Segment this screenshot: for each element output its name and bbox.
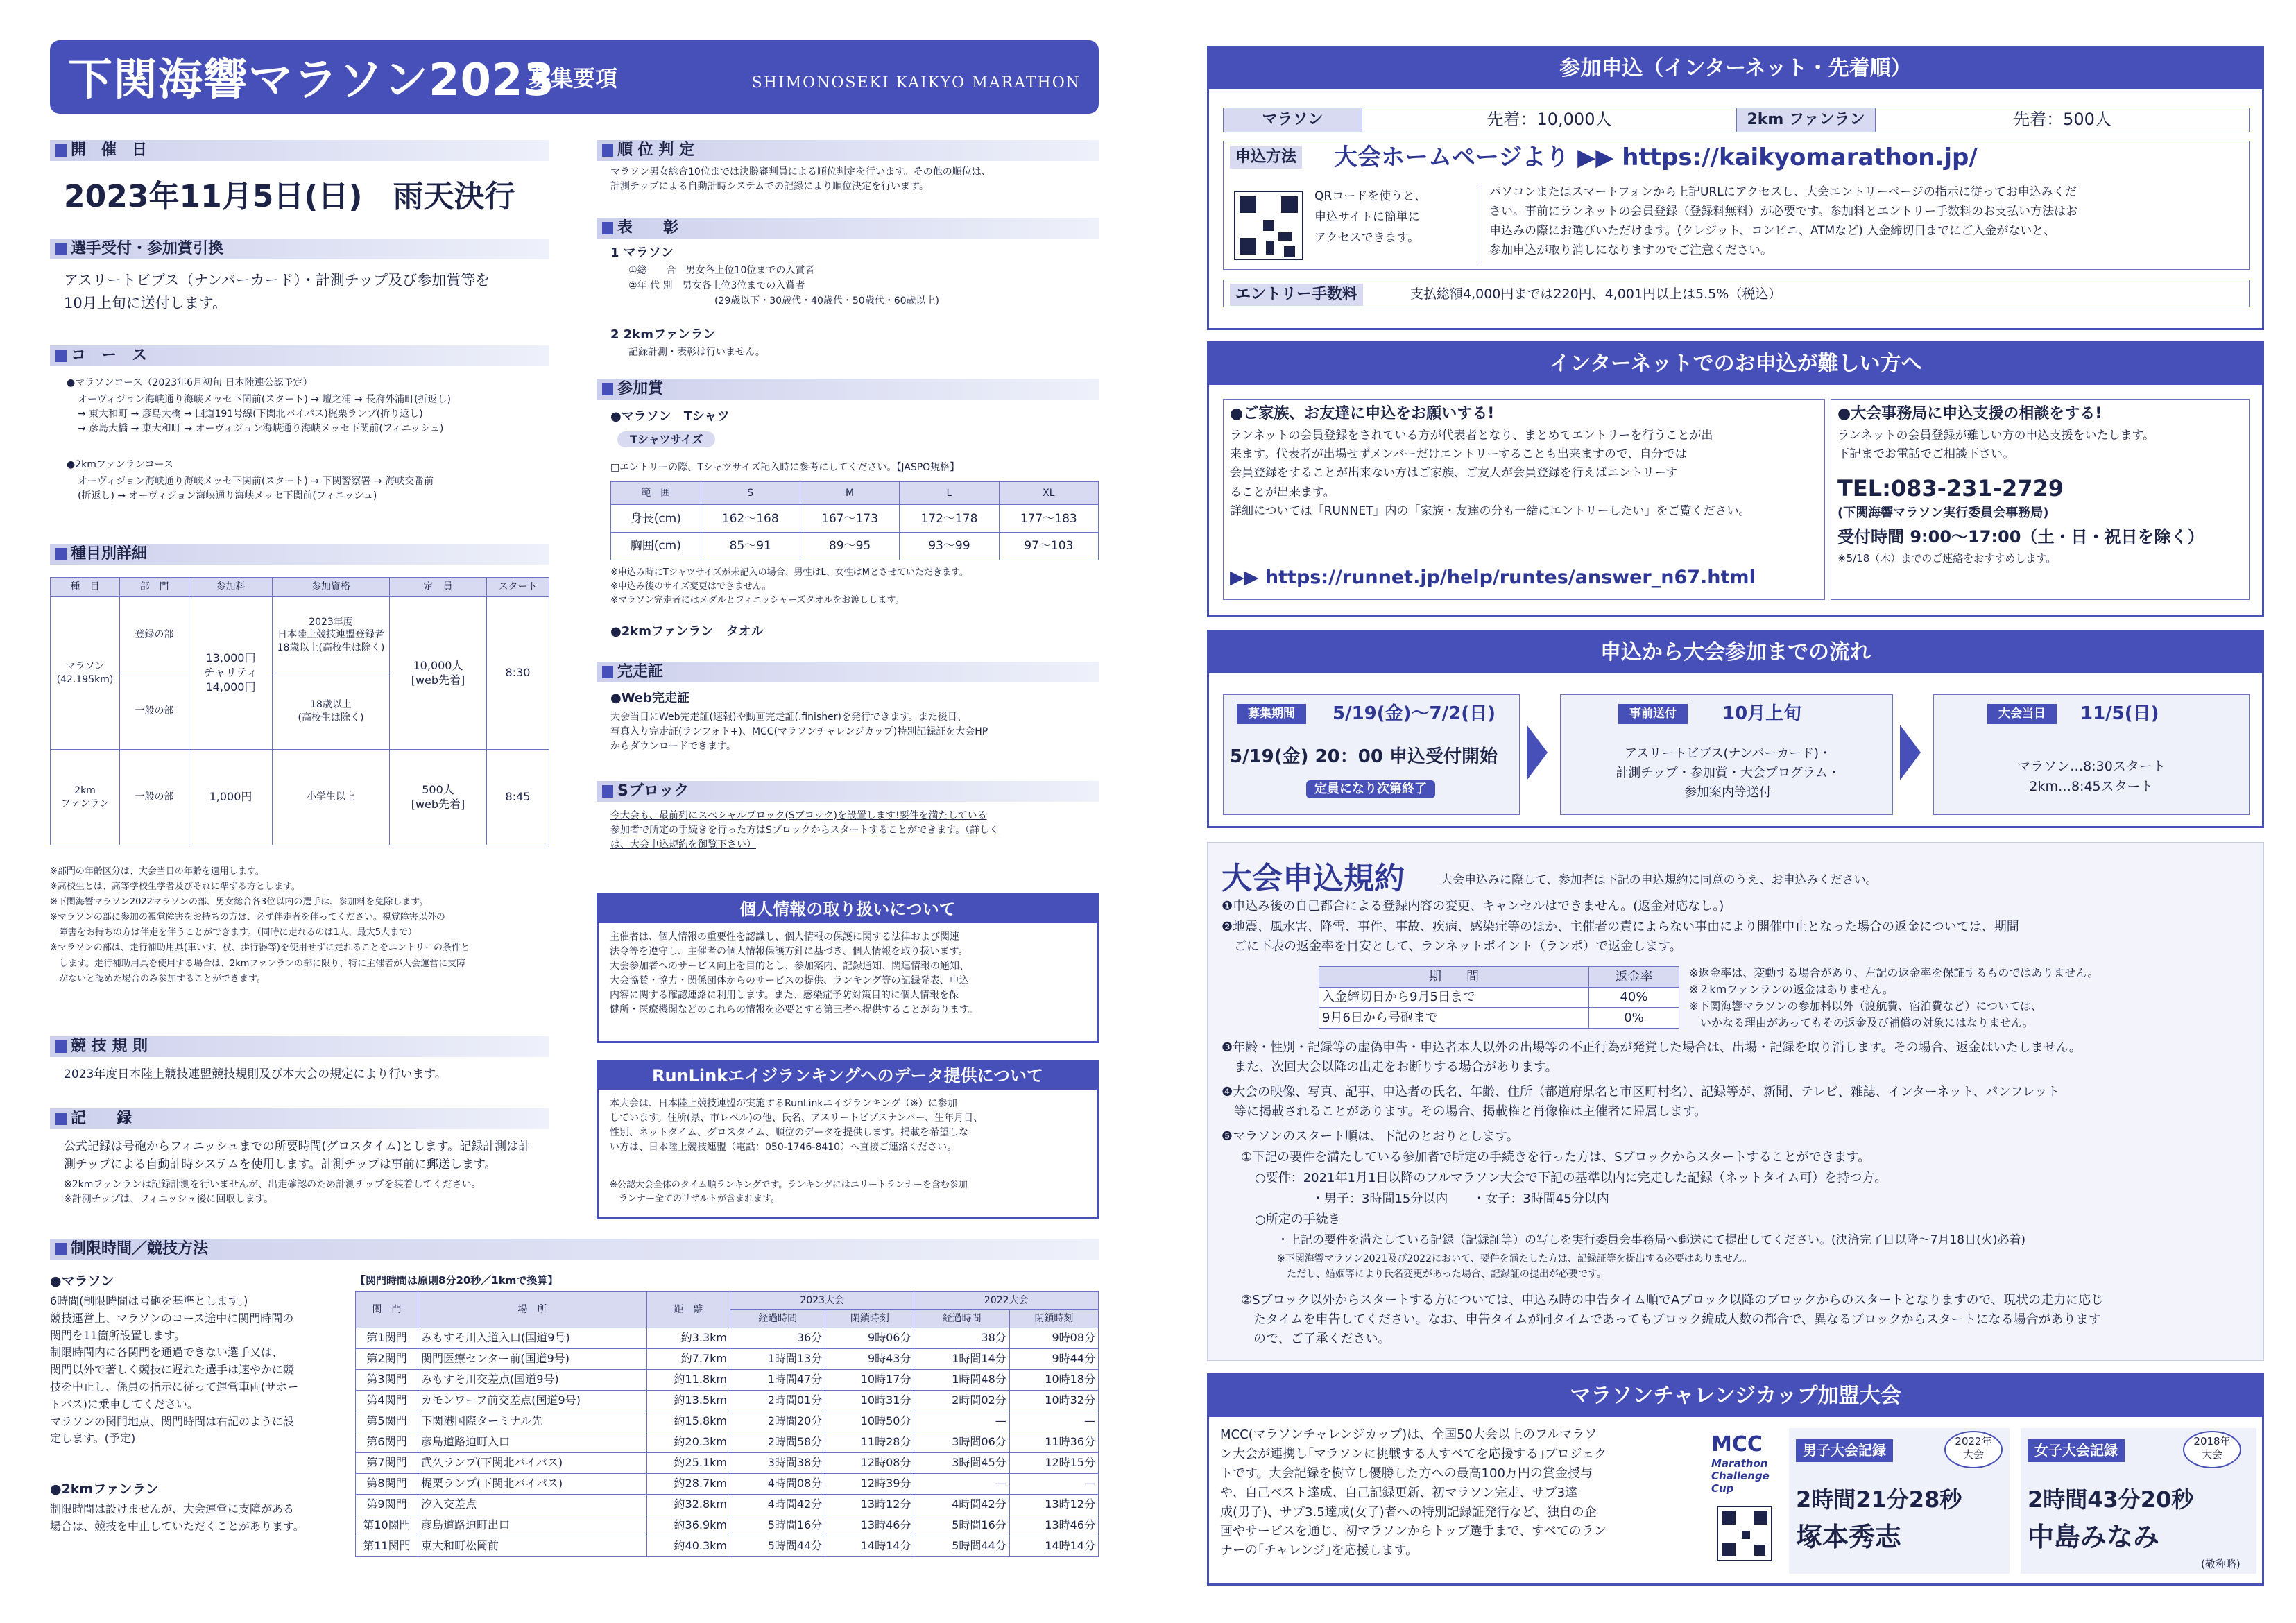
size-height-xl: 177〜183 [999, 505, 1098, 533]
gate-row [356, 1536, 1099, 1557]
gate-cell: 14時14分 [825, 1536, 914, 1557]
th-shumoku: 種 目 [51, 578, 120, 597]
gate-cell: 11時36分 [1009, 1432, 1098, 1453]
gate-row [356, 1453, 1099, 1474]
seigen-fun-title: ●2kmファンラン [50, 1482, 159, 1497]
english-title: SHIMONOSEKI KAIKYO MARATHON [751, 74, 1081, 92]
cell-teiin2: 500人 [web先着] [390, 750, 487, 845]
section-sankasho: 参加賞 [597, 379, 1099, 400]
difficult-heading: インターネットでのお申込が難しい方へ [1209, 343, 2262, 385]
gate-cell: 12時08分 [825, 1453, 914, 1474]
flow-heading: 申込から大会参加までの流れ [1209, 632, 2262, 673]
gate-cell: 第10関門 [356, 1515, 418, 1536]
title-bar [50, 40, 1099, 114]
kyogi-text: 2023年度日本陸上競技連盟競技規則及び本大会の規定により行います。 [64, 1067, 447, 1081]
kiroku-notes: ※2kmファンランは記録計測を行いませんが、出走確認のため計測チップを装着してください。 ※計測チップは、フィニッシュ後に回収します。 [64, 1179, 481, 1205]
male-record-year: 2022年 大会 [1944, 1431, 2003, 1468]
flow-step1-label: 募集期間 [1237, 704, 1306, 724]
gate-cell: — [1009, 1474, 1098, 1495]
refund-rate-1: 40% [1589, 987, 1679, 1008]
cell-ippan2: 一般の部 [120, 750, 189, 845]
method-label: 申込方法 [1230, 146, 1302, 169]
seigen-marathon-text: 6時間(制限時間は号砲を基準とします。) 競技運営上、マラソンのコース途中に関門時間の 関門を11箇所設置します。 制限時間内に各関門を通過できない選手又は、 関門以外で著しく競技に遅れた選手は速やかに競 技を中止し、係員の指示に従って運営車両(サポー トバス)に乗車してください。 マラソンの関門地点、関門時間は右記のように設 定します。(予定) [50, 1294, 299, 1445]
female-record-label: 女子大会記録 [2028, 1439, 2125, 1462]
size-chest-s: 85〜91 [701, 533, 800, 560]
cell-start1: 8:30 [487, 597, 549, 750]
gate-cell: 約25.1km [647, 1453, 730, 1474]
cell-marathon: マラソン (42.195km) [51, 597, 120, 750]
gate-cell: 第1関門 [356, 1328, 418, 1349]
gate-cell: 36分 [730, 1328, 825, 1349]
male-record-label: 男子大会記録 [1796, 1439, 1893, 1462]
qr-text: QRコードを使うと、 申込サイトに簡単に アクセスできます。 [1314, 189, 1427, 245]
section-shumoku: 種目別詳細 [50, 544, 549, 565]
pc-text: パソコンまたはスマートフォンから上記URLにアクセスし、大会エントリーページの指示に従ってお申込みくだ さい。事前にランネットの会員登録（登録料無料）が必要です。参加料とエントリー手数料のお支払い方法はお 申込みの際にお選びいただけます。(クレジット、コンビニ、ATMなど) 入金締切日までにご入金がないと、 参加申込が取り消しになりますのでご注意ください。 [1489, 185, 2078, 258]
cell-shikaku2: 18歳以上 (高校生は除く) [273, 673, 390, 750]
mcc-box [1207, 1373, 2264, 1586]
size-th-m: M [800, 482, 899, 505]
gate-table [355, 1291, 1099, 1557]
gate-cell: 約3.3km [647, 1328, 730, 1349]
flow-step1-main: 5/19(金) 20：00 申込受付開始 [1230, 746, 1498, 767]
gate-cell: 第7関門 [356, 1453, 418, 1474]
tshirt-size-table [610, 481, 1099, 560]
refund-notes: ※返金率は、変動する場合があり、左記の返金率を保証するものではありません。 ※２kmファンランの返金はありません。 ※下関海響マラソンの参加料以外（渡航費、宿泊費など）については、 いかなる理由があってもその返金及び補償の対象にはなりません。 [1689, 966, 2099, 1029]
kiyaku-item5-5: ・上記の要件を満たしている記録（記録証等）の写しを実行委員会事務局へ郵送にて提出してください。(決済完了日以降〜7月18日(火)必着) [1277, 1233, 2025, 1247]
gate-cell: 5時間16分 [730, 1515, 825, 1536]
gate-cell: 10時31分 [825, 1391, 914, 1411]
male-record-time: 2時間21分28秒 [1796, 1486, 1962, 1513]
kojin-text: 主催者は、個人情報の重要性を認識し、個人情報の保護に関する法律および関連 法令等を遵守し、主催者の個人情報保護方針に基づき、個人情報を取り扱います。 大会参加者へのサービス向上を目的とし、参加案内、記録通知、関連情報の通知、 大会協賛・協力・関係団体からのサービスの提供、ランキング等の記録発表、申込 内容に関する確認連絡に利用します。また、感染症予防対策目的に個人情報を保 健所・医療機関などのこれらの情報を必要とする第三者へ提供することがあります。 [610, 931, 978, 1015]
tel-number[interactable]: TEL:083-231-2729 [1837, 475, 2064, 501]
gate-cell: 13時46分 [825, 1515, 914, 1536]
course-fun-route: オーヴィジョン海峡通り海峡メッセ下関前(スタート) → 下関警察署 → 海峡交番前 (折返し) → オーヴィジョン海峡通り海峡メッセ下関前(フィニッシュ) [78, 476, 434, 501]
gate-row [356, 1432, 1099, 1453]
section-kiroku: 記 録 [50, 1108, 549, 1129]
shumoku-notes: ※部門の年齢区分は、大会当日の年齢を適用します。 ※高校生とは、高等学校生学者及びそれに準ずる方とします。 ※下関海響マラソン2022マラソンの部、男女総合各3位以内の選手は、参加料を免除します。 ※マラソンの部に参加の視覚障害をお持ちの方は、必ず伴走者を伴ってください。視覚障害以外の 障害をお持ちの方は伴走を伴うことができます。（同時に走れるのは1人、最大5人まで） ※マラソンの部は、走行補助用具(車いす、杖、歩行器等)を使用せずに走れることをエントリーの条件と します。走行補助用具を使用する場合は、2kmファンランの部に限り、特に主催者が大会運営に支障 がないと認めた場合のみ参加することができます。 [50, 866, 470, 984]
seigen-marathon-title: ●マラソン [50, 1273, 114, 1289]
gate-cell: 約13.5km [647, 1391, 730, 1411]
gate-cell: 下関港国際ターミナル先 [418, 1411, 647, 1432]
method-link[interactable]: 大会ホームページより ▶▶ https://kaikyomarathon.jp/ [1334, 144, 1978, 171]
gate-cell: 第5関門 [356, 1411, 418, 1432]
gate-cell: 第11関門 [356, 1536, 418, 1557]
gate-cell: 約11.8km [647, 1370, 730, 1391]
difficult-left-title: ●ご家族、お友達に申込をお願いする! [1230, 405, 1495, 422]
size-th-range: 範 囲 [611, 482, 701, 505]
gate-row [356, 1328, 1099, 1349]
kiyaku-box [1207, 842, 2264, 1361]
gate-cell: — [914, 1474, 1009, 1495]
gate-cell: 3時間38分 [730, 1453, 825, 1474]
gate-cell: 4時間42分 [730, 1495, 825, 1515]
refund-th-period: 期 間 [1319, 967, 1589, 988]
fee-text: 支払総額4,000円までは220円、4,001円以上は5.5%（税込） [1410, 286, 1782, 302]
gate-row [356, 1474, 1099, 1495]
page-title: 下関海響マラソン2023 [68, 55, 556, 106]
gate-cell: 2時間58分 [730, 1432, 825, 1453]
kiyaku-item1: ❶申込み後の自己都合による登録内容の変更、キャンセルはできません。(返金対応なし。) [1222, 899, 1724, 913]
gate-cell: 9時44分 [1009, 1349, 1098, 1370]
hyosho-m2: ②年 代 別 男女各上位3位までの入賞者 [628, 280, 805, 291]
size-chest-label: 胸囲(cm) [611, 533, 701, 560]
cell-shikaku1: 2023年度 日本陸上競技連盟登録者 18歳以上(高校生は除く) [273, 597, 390, 673]
th-elapsed-2022: 経過時間 [914, 1310, 1009, 1328]
gate-row [356, 1349, 1099, 1370]
section-junni: 順 位 判 定 [597, 140, 1099, 161]
size-th-l: L [900, 482, 999, 505]
hours-note: ※5/18（木）までのご連絡をおすすめします。 [1837, 552, 2057, 565]
sankasho-marathon: ●マラソン Tシャツ [610, 409, 730, 424]
cell-ippan: 一般の部 [120, 673, 189, 750]
gate-row [356, 1515, 1099, 1536]
event-date: 2023年11月5日(日) 雨天決行 [64, 179, 515, 214]
flow-step2-text: アスリートビブス(ナンバーカード)・ 計測チップ・参加賞・大会プログラム・ 参加案内等送付 [1616, 746, 1840, 800]
refund-period-2: 9月6日から号砲まで [1319, 1008, 1589, 1029]
th-bumon: 部 門 [120, 578, 189, 597]
male-record-name: 塚本秀志 [1796, 1522, 1902, 1552]
gate-cell: 約15.8km [647, 1411, 730, 1432]
kiyaku-item5-3: ・男子：3時間15分以内 ・女子：3時間45分以内 [1312, 1192, 1609, 1206]
gate-cell: 10時18分 [1009, 1370, 1098, 1391]
th-2022: 2022大会 [914, 1292, 1099, 1310]
th-start: スタート [487, 578, 549, 597]
gate-cell: 第8関門 [356, 1474, 418, 1495]
female-record-year: 2018年 大会 [2183, 1431, 2241, 1468]
shumoku-table [50, 577, 549, 845]
gate-cell: 5時間44分 [730, 1536, 825, 1557]
size-height-m: 167〜173 [800, 505, 899, 533]
mcc-heading: マラソンチャレンジカップ加盟大会 [1209, 1375, 2262, 1417]
th-close-2023: 閉鎖時刻 [825, 1310, 914, 1328]
cell-start2: 8:45 [487, 750, 549, 845]
flow-step3-date: 11/5(日) [2080, 703, 2159, 724]
kiroku-text: 公式記録は号砲からフィニッシュまでの所要時間(グロスタイム)とします。記録計測は計 測チップによる自動計時システムを使用します。計測チップは事前に郵送します。 [64, 1140, 531, 1172]
gate-row [356, 1495, 1099, 1515]
flow-arrow-2-icon [1900, 725, 1921, 780]
sblock-text: 今大会も、最前列にスペシャルブロック(Sブロック)を設置します!要件を満たしている 参加者で所定の手続きを行った方はSブロックからスタートすることができます。（詳しく は、大会申込規約を御覧下さい） [610, 810, 1000, 850]
cell-fee2: 1,000円 [189, 750, 273, 845]
mcc-qr-icon [1717, 1506, 1772, 1561]
section-uketsuke: 選手受付・参加賞引換 [50, 239, 549, 259]
kiyaku-item5: ❺マラソンのスタート順は、下記のとおりとします。 [1222, 1129, 1519, 1144]
section-seigen: 制限時間／競技方法 [50, 1239, 1099, 1260]
gate-cell: 約36.9km [647, 1515, 730, 1536]
flow-arrow-1-icon [1527, 725, 1548, 780]
gate-cell: 1時間14分 [914, 1349, 1009, 1370]
kiyaku-item5-2: ○要件：2021年1月1日以降のフルマラソン大会で下記の基準以内に完走した記録（ネットタイム可）を持つ方。 [1255, 1171, 1887, 1185]
gate-cell: 第4関門 [356, 1391, 418, 1411]
female-record-time: 2時間43分20秒 [2028, 1486, 2194, 1513]
sankasho-fun: ●2kmファンラン タオル [610, 624, 764, 639]
gate-cell: 武久ランプ(下関北バイパス) [418, 1453, 647, 1474]
seigen-fun-text: 制限時間は設けませんが、大会運営に支障がある 場合は、競技を中止していただくことがあります。 [50, 1502, 305, 1533]
gate-cell: カモンワーフ前交差点(国道9号) [418, 1391, 647, 1411]
gate-cell: 9時08分 [1009, 1328, 1098, 1349]
gate-cell: 東大和町松岡前 [418, 1536, 647, 1557]
difficult-right-text: ランネットの会員登録が難しい方の申込支援をいたします。 下記までお電話でご相談下さい。 [1837, 429, 2155, 462]
gate-cell: 2時間02分 [914, 1391, 1009, 1411]
th-gate: 関 門 [356, 1292, 418, 1328]
gate-cell: 彦島道路迫町入口 [418, 1432, 647, 1453]
left-page [0, 0, 1138, 1623]
size-height-l: 172〜178 [900, 505, 999, 533]
flow-step3-label: 大会当日 [1987, 704, 2057, 724]
gate-cell: みもすそ川交差点(国道9号) [418, 1370, 647, 1391]
kiyaku-item4: ❹大会の映像、写真、記事、申込者の氏名、年齢、住所（都道府県名と市区町村名）、記録等が、新聞、テレビ、雑誌、インターネット、パンフレット 等に掲載されることがあります。その場合、掲載権と肖像権は主催者に帰属します。 [1222, 1085, 2060, 1119]
kiyaku-heading: 大会申込規約 [1222, 861, 1405, 896]
gate-cell: 3時間06分 [914, 1432, 1009, 1453]
gate-cell: 4時間08分 [730, 1474, 825, 1495]
hyosho-m3: (29歳以下・30歳代・40歳代・50歳代・60歳以上) [714, 295, 939, 307]
gate-cell: 彦島道路迫町出口 [418, 1515, 647, 1536]
reception-hours: 受付時間 9:00〜17:00（土・日・祝日を除く） [1837, 527, 2204, 547]
gate-table-title: 【関門時間は原則8分20秒／1kmで換算】 [355, 1274, 558, 1287]
kojin-heading: 個人情報の取り扱いについて [599, 895, 1097, 923]
capacity-table [1223, 108, 2250, 132]
tshirt-notes: ※申込み時にTシャツサイズが未記入の場合、男性はL、女性はMとさせていただきます。 ※申込み後のサイズ変更はできません。 ※マラソン完走者にはメダルとフィニッシャーズタオルをお渡しします。 [610, 567, 968, 606]
th-elapsed-2023: 経過時間 [730, 1310, 825, 1328]
runlink-note: ※公認大会全体のタイム順ランキングです。ランキングにはエリートランナーを含む参加 ランナー全てのリザルトが含まれます。 [610, 1180, 968, 1205]
gate-cell: 3時間45分 [914, 1453, 1009, 1474]
cap-fun-value: 先着：500人 [1876, 108, 2250, 132]
uketsuke-text: アスリートビブス（ナンバーカード）・計測チップ及び参加賞等を 10月上旬に送付します。 [64, 272, 490, 311]
kiyaku-item5-6: ※下関海響マラソン2021及び2022において、要件を満たした方は、記録証等を提出する必要はありません。 ただし、婚姻等により氏名変更があった場合、記録証の提出が必要です。 [1277, 1253, 1753, 1280]
moshikomi-box [1207, 46, 2264, 330]
gate-cell: 約32.8km [647, 1495, 730, 1515]
gate-cell: 関門医療センター前(国道9号) [418, 1349, 647, 1370]
size-chest-l: 93〜99 [900, 533, 999, 560]
refund-th-rate: 返金率 [1589, 967, 1679, 988]
runlink-text: 本大会は、日本陸上競技連盟が実施するRunLinkエイジランキング（※）に参加 しています。住所(県、市レベル)の他、氏名、アスリートビブスナンバー、生年月日、 性別、ネットタイム、グロスタイム、順位のデータを提供します。掲載を希望しな い方は、日本陸上競技連盟（電話：050-1746-8410）へ直接ご連絡ください。 [610, 1098, 984, 1153]
hyosho-fun: 2 2kmファンラン [610, 327, 716, 342]
kiyaku-item2: ❷地震、風水害、降雪、事件、事故、疾病、感染症等のほか、主催者の責によらない事由により開催中止となった場合の返金については、期間 ごに下表の返金率を目安として、ランネットポイント（ランポ）で返金します。 [1222, 920, 2019, 954]
cell-teiin1: 10,000人 [web先着] [390, 597, 487, 750]
tel-org: (下関海響マラソン実行委員会事務局) [1837, 506, 2049, 520]
gate-cell: 梶栗ランプ(下関北バイパス) [418, 1474, 647, 1495]
gate-cell: 約40.3km [647, 1536, 730, 1557]
size-chest-xl: 97〜103 [999, 533, 1098, 560]
gate-cell: 約28.7km [647, 1474, 730, 1495]
gate-cell: 38分 [914, 1328, 1009, 1349]
gate-cell: 13時46分 [1009, 1515, 1098, 1536]
gate-cell: みもすそ川入道入口(国道9号) [418, 1328, 647, 1349]
gate-cell: 第6関門 [356, 1432, 418, 1453]
hyosho-m1: ①総 合 男女各上位10位までの入賞者 [628, 265, 815, 276]
size-chest-m: 89〜95 [800, 533, 899, 560]
gate-cell: 汐入交差点 [418, 1495, 647, 1515]
kiyaku-item3: ❸年齢・性別・記録等の虚偽申告・申込者本人以外の出場等の不正行為が発覚した場合は、出場・記録を取り消します。その場合、返金はいたしません。 また、次回大会以降の出走をお断りする場合があります。 [1222, 1040, 2082, 1074]
page-subtitle: 募集要項 [529, 65, 618, 92]
course-marathon-route: オーヴィジョン海峡通り海峡メッセ下関前(スタート) → 壇之浦 → 長府外浦町(折返し) → 東大和町 → 彦島大橋 → 国道191号線(下関北バイパス)梶栗ランプ(折り返し) → 彦島大橋 → 東大和町 → オーヴィジョン海峡通り海峡メッセ下関前(フィニッシュ) [78, 394, 451, 434]
gate-cell: 11時28分 [825, 1432, 914, 1453]
flow-step2-label: 事前送付 [1618, 704, 1688, 724]
kanso-web-title: ●Web完走証 [610, 691, 690, 705]
gate-cell: — [1009, 1411, 1098, 1432]
flow-step2-date: 10月上旬 [1722, 703, 1802, 724]
gate-cell: 12時15分 [1009, 1453, 1098, 1474]
refund-period-1: 入金締切日から9月5日まで [1319, 987, 1589, 1008]
gate-cell: 約7.7km [647, 1349, 730, 1370]
kojin-box [597, 893, 1099, 1043]
difficult-right-title: ●大会事務局に申込支援の相談をする! [1837, 405, 2102, 422]
tshirt-note: □エントリーの際、Tシャツサイズ記入時に参考にしてください。【JASPO規格】 [610, 462, 960, 473]
kiyaku-item5-4: ○所定の手続き [1255, 1212, 1341, 1227]
gate-cell: 1時間48分 [914, 1370, 1009, 1391]
th-2023: 2023大会 [730, 1292, 914, 1310]
tshirt-size-tag: Tシャツサイズ [617, 431, 715, 447]
kanso-web-text: 大会当日にWeb完走証(速報)や動画完走証(.finisher)を発行できます。また後日、 写真入り完走証(ランフォト+)、MCC(マラソンチャレンジカップ)特別記録証を大会HP からダウンロードできます。 [610, 712, 988, 752]
runlink-heading: RunLinkエイジランキングへのデータ提供について [599, 1062, 1097, 1090]
th-dist: 距 離 [647, 1292, 730, 1328]
course-fun-title: ●2kmファンランコース [67, 459, 173, 470]
gate-cell: 13時12分 [825, 1495, 914, 1515]
hyosho-f1: 記録計測・表彰は行いません。 [628, 347, 765, 358]
gate-cell: 4時間42分 [914, 1495, 1009, 1515]
cell-fee: 13,000円 チャリティ 14,000円 [189, 597, 273, 750]
section-kyogi: 競 技 規 則 [50, 1036, 549, 1057]
gate-cell: 5時間16分 [914, 1515, 1009, 1536]
flow-step1-note: 定員になり次第終了 [1306, 780, 1435, 798]
right-page [1151, 0, 2296, 1623]
section-hyosho: 表 彰 [597, 218, 1099, 239]
size-height-label: 身長(cm) [611, 505, 701, 533]
mcc-note: (敬称略) [2201, 1558, 2241, 1570]
th-place: 場 所 [418, 1292, 647, 1328]
th-teiin: 定 員 [390, 578, 487, 597]
mcc-logo-sub: Marathon Challenge Cup [1711, 1457, 1770, 1495]
difficult-box [1207, 341, 2264, 617]
fee-label: エントリー手数料 [1230, 284, 1363, 306]
flow-step3-text: マラソン…8:30スタート 2km…8:45スタート [2017, 759, 2166, 795]
gate-cell: 1時間47分 [730, 1370, 825, 1391]
size-th-s: S [701, 482, 800, 505]
refund-rate-2: 0% [1589, 1008, 1679, 1029]
gate-cell: 10時17分 [825, 1370, 914, 1391]
cell-toroku: 登録の部 [120, 597, 189, 673]
mcc-text: MCC(マラソンチャレンジカップ)は、全国50大会以上のフルマラソ ン大会が連携し｢マラソンに挑戦する人すべてを応援する｣プロジェク トです。大会記録を樹立し優勝した方への最高100万円の賞金授与 や、自己ベスト達成、自己記録更新、初マラソン完走、サブ3達 成(男子)、サブ3.5達成(女子)者への特別記録証発行など、独自の企 画やサービスを通じ、初マラソンからトップ選手まで、すべてのラン ナーの｢チャレンジ｣を応援します。 [1220, 1427, 1607, 1558]
qr-code-icon [1234, 191, 1303, 260]
gate-cell: 5時間44分 [914, 1536, 1009, 1557]
runlink-box [597, 1060, 1099, 1219]
mcc-logo: MCC [1711, 1432, 1763, 1457]
gate-row [356, 1411, 1099, 1432]
kiyaku-item5-7: ②Sブロック以外からスタートする方については、申込み時の申告タイム順でAブロック以降のブロックからのスタートとなりますので、現状の走力に応じ たタイムを申告してください。なお、申告タイムが同タイムであってもブロック編成人数の都合で、異なるブロックからスタートになる場合があります ので、ご了承ください。 [1241, 1293, 2104, 1346]
gate-cell: 9時06分 [825, 1328, 914, 1349]
gate-cell: 10時32分 [1009, 1391, 1098, 1411]
difficult-left-text: ランネットの会員登録をされている方が代表者となり、まとめてエントリーを行うことが出 来ます。代表者が出場せずメンバーだけエントリーすることも出来ますので、自分では 会員登録をすることが出来ない方はご家族、ご友人が会員登録を行えばエントリーす ることが出来ます。 詳細については「RUNNET」内の「家族・友達の分も一緒にエントリーしたい」をご覧ください。 [1230, 429, 1751, 518]
th-shikaku: 参加資格 [273, 578, 390, 597]
gate-row [356, 1391, 1099, 1411]
cap-marathon-label: マラソン [1224, 108, 1362, 132]
gate-cell: 2時間20分 [730, 1411, 825, 1432]
section-kanso: 完走証 [597, 662, 1099, 682]
cell-shikaku3: 小学生以上 [273, 750, 390, 845]
gate-cell: 2時間01分 [730, 1391, 825, 1411]
gate-row [356, 1370, 1099, 1391]
course-marathon-title: ●マラソンコース（2023年6月初旬 日本陸連公認予定） [67, 377, 313, 388]
gate-cell: 第9関門 [356, 1495, 418, 1515]
female-record-name: 中島みなみ [2028, 1522, 2160, 1552]
gate-cell: 第2関門 [356, 1349, 418, 1370]
flow-step1-date: 5/19(金)〜7/2(日) [1333, 703, 1496, 724]
refund-table [1319, 966, 1679, 1029]
cap-fun-label: 2km ファンラン [1737, 108, 1876, 132]
gate-cell: 10時50分 [825, 1411, 914, 1432]
cap-marathon-value: 先着：10,000人 [1362, 108, 1737, 132]
section-sblock: Sブロック [597, 781, 1099, 802]
th-fee: 参加料 [189, 578, 273, 597]
gate-cell: 1時間13分 [730, 1349, 825, 1370]
th-close-2022: 閉鎖時刻 [1009, 1310, 1098, 1328]
gate-cell: 第3関門 [356, 1370, 418, 1391]
kiyaku-item5-1: ①下記の要件を満たしている参加者で所定の手続きを行った方は、Sブロックからスタートすることができます。 [1241, 1150, 1871, 1165]
size-th-xl: XL [999, 482, 1098, 505]
section-kaisai: 開 催 日 [50, 140, 549, 161]
gate-cell: 12時39分 [825, 1474, 914, 1495]
gate-cell: 約20.3km [647, 1432, 730, 1453]
moshikomi-heading: 参加申込（インターネット・先着順） [1209, 48, 2262, 89]
section-course: コ ー ス [50, 345, 549, 366]
gate-cell: 9時43分 [825, 1349, 914, 1370]
gate-cell: — [914, 1411, 1009, 1432]
junni-text: マラソン男女総合10位までは決勝審判員による順位判定を行います。その他の順位は、 計測チップによる自動計時システムでの記録により順位決定を行います。 [610, 166, 991, 192]
gate-cell: 14時14分 [1009, 1536, 1098, 1557]
hyosho-marathon: 1 マラソン [610, 246, 674, 260]
gate-cell: 13時12分 [1009, 1495, 1098, 1515]
size-height-s: 162〜168 [701, 505, 800, 533]
cell-fun: 2km ファンラン [51, 750, 120, 845]
flow-box [1207, 630, 2264, 828]
runnet-link[interactable]: ▶▶ https://runnet.jp/help/runtes/answer_n67.html [1230, 567, 1756, 588]
kiyaku-intro: 大会申込みに際して、参加者は下記の申込規約に同意のうえ、お申込みください。 [1441, 873, 1878, 887]
